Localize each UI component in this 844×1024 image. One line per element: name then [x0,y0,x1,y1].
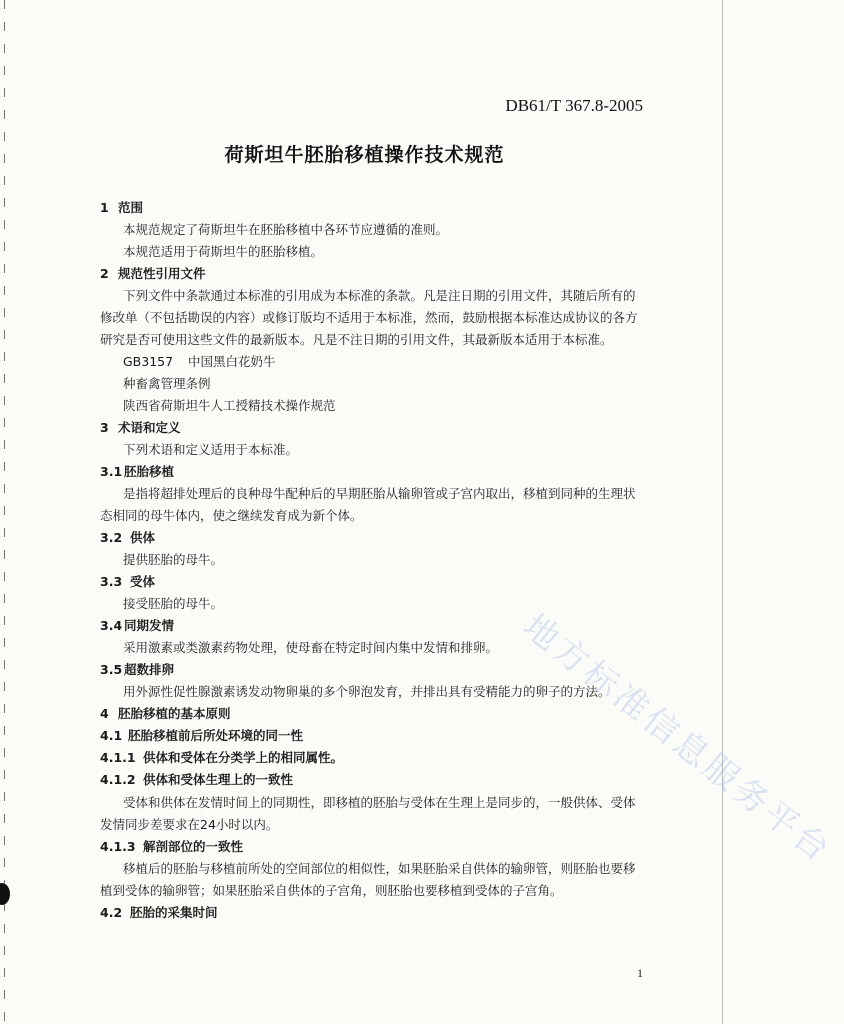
section-title: 术语和定义 [118,420,181,435]
paragraph-line: 下列术语和定义适用于本标准。 [123,442,299,457]
subsection-title: 供体和受体生理上的一致性 [143,772,294,787]
section-title: 范围 [118,200,144,215]
paragraph-line: 是指将超排处理后的良种母牛配种后的早期胚胎从输卵管或子宫内取出，移植到同种的生理状 [123,486,636,501]
reference-name: 中国黑白花奶牛 [188,354,276,369]
paragraph-line: 受体和供体在发情时间上的同期性，即移植的胚胎与受体在生理上是同步的，一般供体、受体 [123,795,636,810]
paragraph-line: 修改单（不包括勘误的内容）或修订版均不适用于本标准，然而，鼓励根据本标准达成协议的各方 [100,310,638,325]
subsection-number: 3.5 [100,662,123,677]
subsection-number: 3.1 [100,464,123,479]
subsection-number: 4.1.3 [100,839,136,854]
watermark-text: 地方标准信息服务平台 [515,606,840,872]
standard-code: DB61/T 367.8-2005 [505,96,643,115]
paragraph-line: 本规范规定了荷斯坦牛在胚胎移植中各环节应遵循的准则。 [123,222,449,237]
document-title: 荷斯坦牛胚胎移植操作技术规范 [224,144,505,166]
subsection-title: 胚胎的采集时间 [130,905,218,920]
subsection-title: 胚胎移植前后所处环境的同一性 [128,728,304,743]
subsection-title: 供体和受体在分类学上的相同属性。 [143,750,344,765]
paragraph-line: 采用激素或类激素药物处理，使母畜在特定时间内集中发情和排卵。 [123,640,499,655]
reference-name: 陕西省荷斯坦牛人工授精技术操作规范 [123,398,336,413]
subsection-number: 3.3 [100,574,123,589]
subsection-title: 胚胎移植 [124,464,175,479]
subsection-title: 解剖部位的一致性 [143,839,244,854]
page-number: 1 [637,966,643,980]
reference-name: 种畜禽管理条例 [123,376,211,391]
subsection-number: 3.2 [100,530,123,545]
paragraph-line: 提供胚胎的母牛。 [123,552,224,567]
paragraph-line: 态相同的母牛体内，使之继续发育成为新个体。 [100,508,363,523]
section-number: 3 [100,420,109,435]
subsection-number: 4.2 [100,905,123,920]
subsection-number: 3.4 [100,618,123,633]
subsection-number: 4.1.1 [100,750,136,765]
paragraph-line: 研究是否可使用这些文件的最新版本。凡是不注日期的引用文件，其最新版本适用于本标准。 [100,332,613,347]
paragraph-line: 用外源性促性腺激素诱发动物卵巢的多个卵泡发育，并排出具有受精能力的卵子的方法。 [123,684,611,699]
subsection-title: 供体 [130,530,156,545]
paragraph-line: 发情同步差要求在24小时以内。 [100,817,279,832]
paragraph-line: 接受胚胎的母牛。 [123,596,224,611]
subsection-title: 受体 [130,574,156,589]
reference-code: GB3157 [123,354,174,369]
section-number: 1 [100,200,109,215]
paragraph-line: 植到受体的输卵管；如果胚胎采自供体的子宫角，则胚胎也要移植到受体的子宫角。 [100,883,563,898]
paragraph-line: 移植后的胚胎与移植前所处的空间部位的相似性，如果胚胎采自供体的输卵管，则胚胎也要移 [123,861,636,876]
subsection-number: 4.1.2 [100,772,136,787]
section-number: 4 [100,706,109,721]
subsection-title: 同期发情 [124,618,175,633]
section-title: 胚胎移植的基本原则 [118,706,231,721]
paragraph-line: 下列文件中条款通过本标准的引用成为本标准的条款。凡是注日期的引用文件，其随后所有的 [123,288,636,303]
punch-hole-mark [0,883,10,905]
subsection-number: 4.1 [100,728,123,743]
subsection-title: 超数排卵 [124,662,175,677]
section-title: 规范性引用文件 [118,266,206,281]
paragraph-line: 本规范适用于荷斯坦牛的胚胎移植。 [123,244,324,259]
section-number: 2 [100,266,109,281]
